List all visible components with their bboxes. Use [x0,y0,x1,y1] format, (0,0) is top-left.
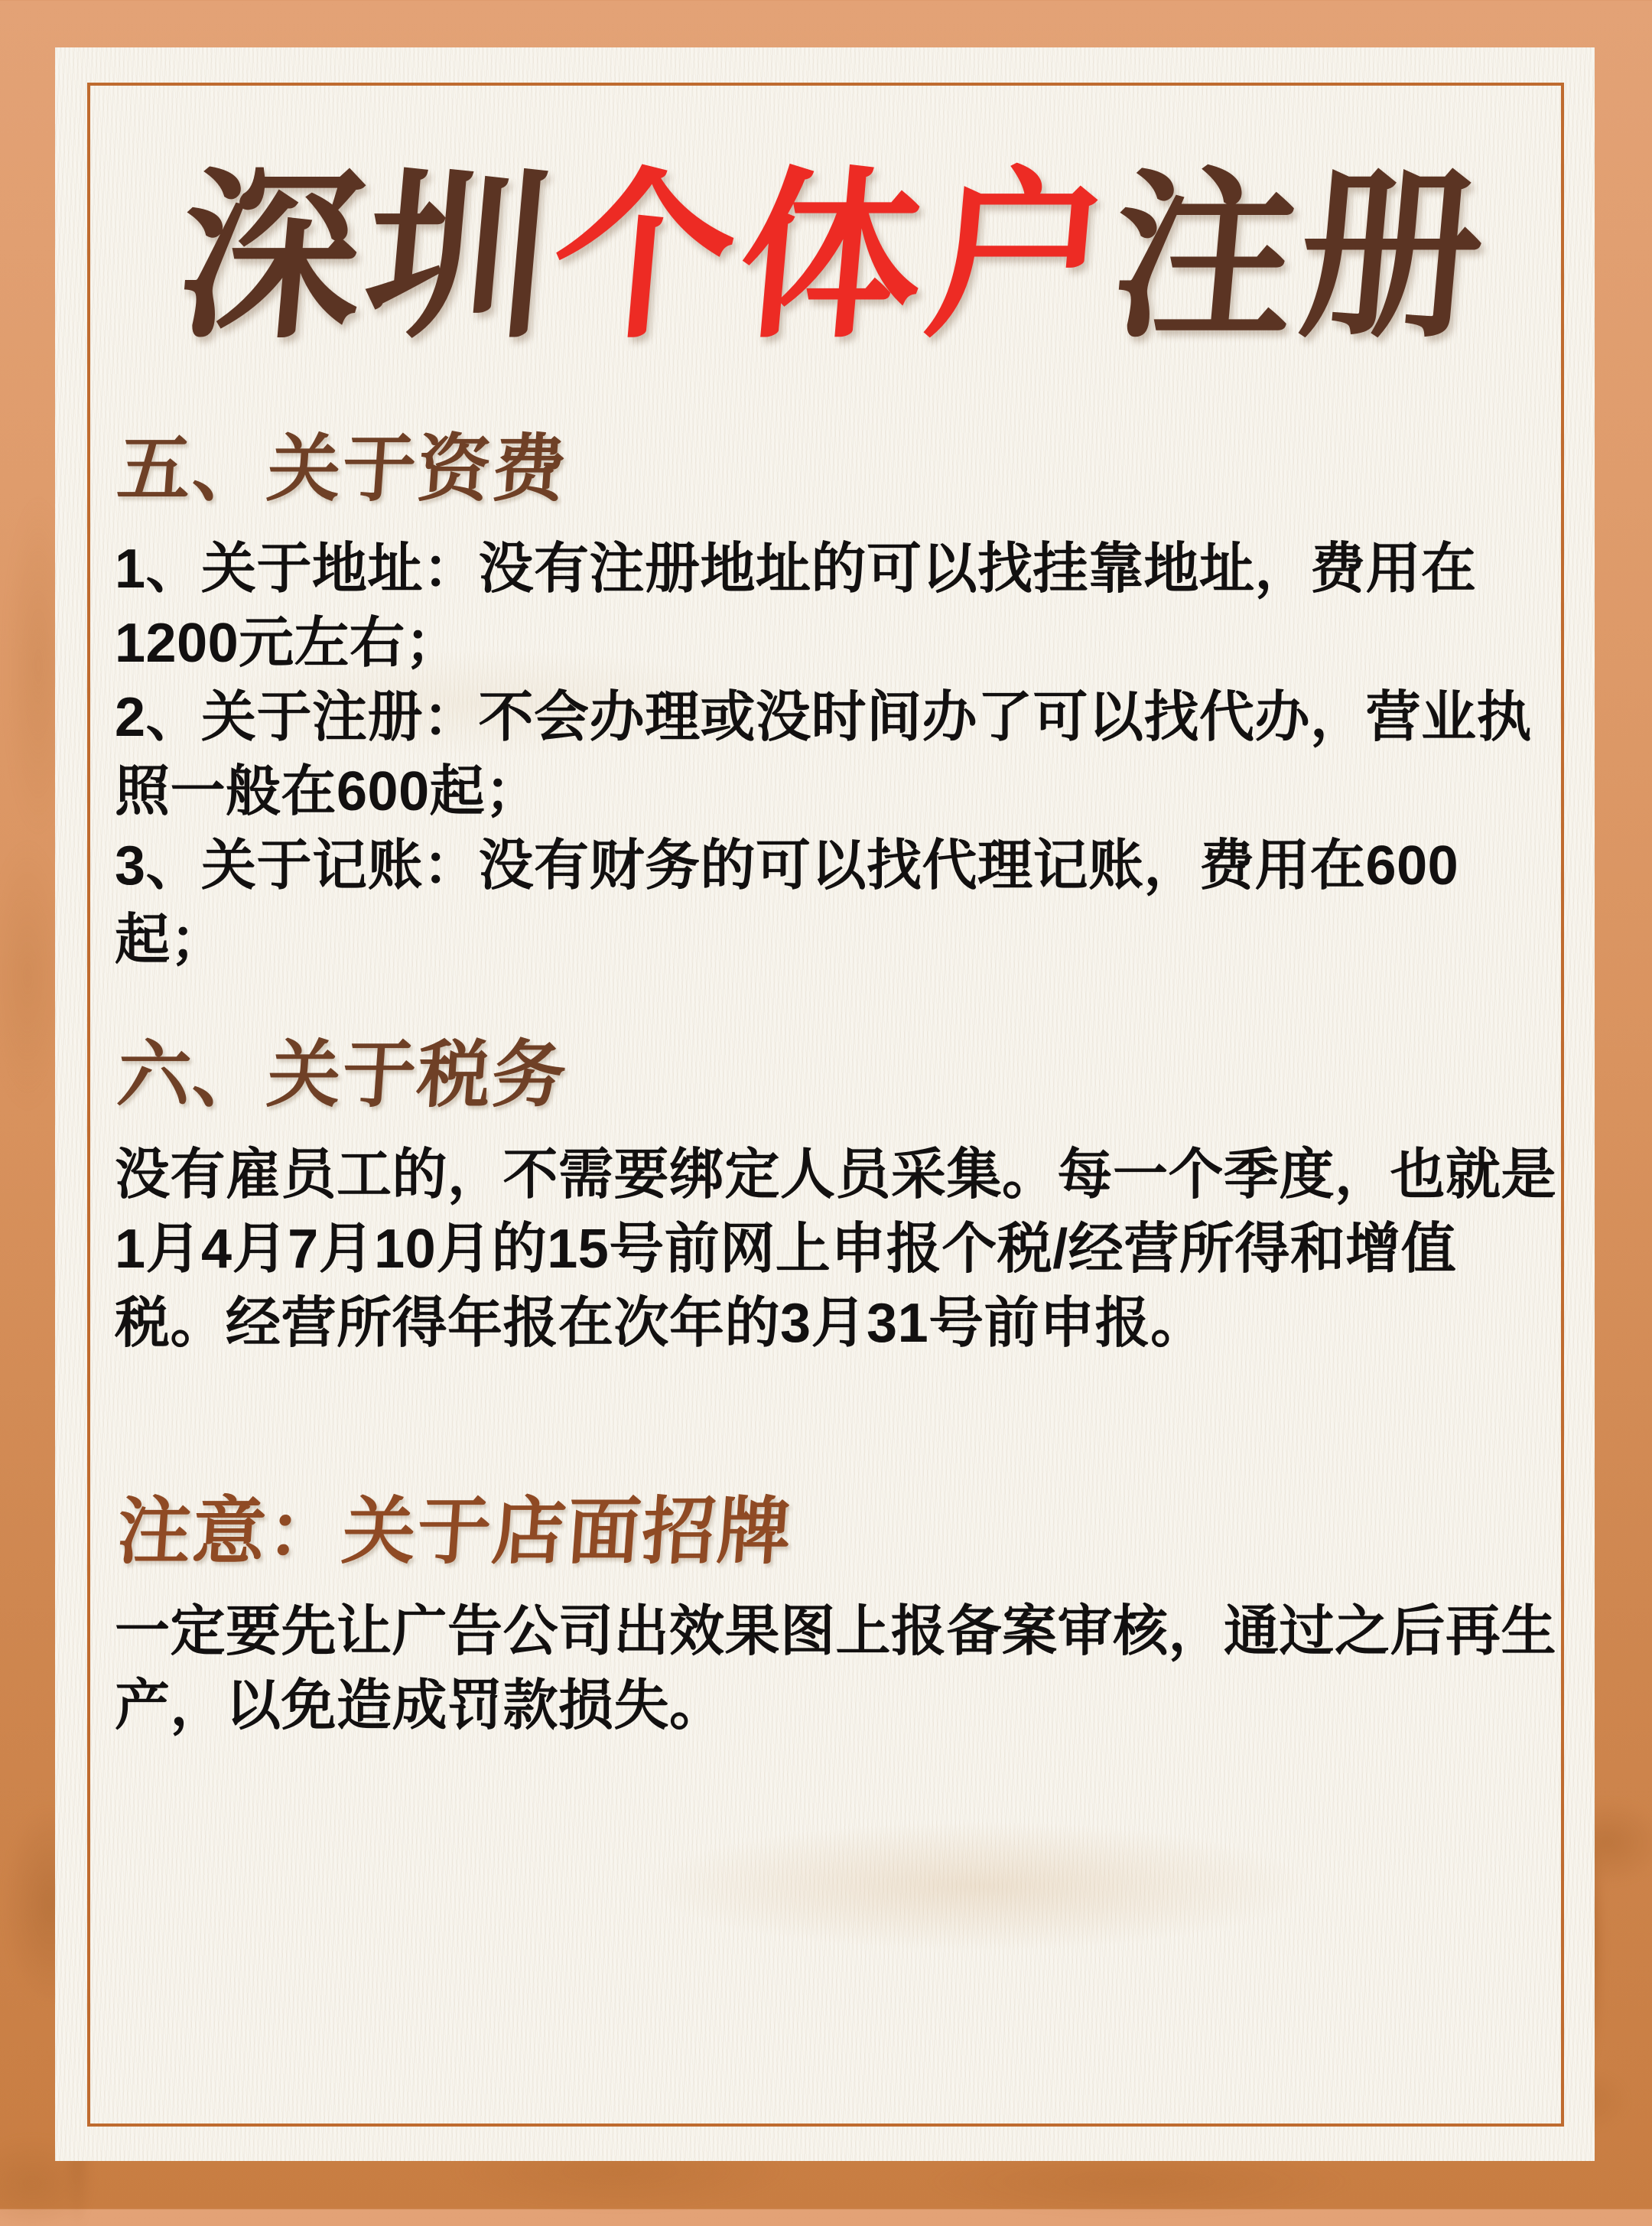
section-heading-fees: 五、关于资费 [114,428,571,510]
section-heading-tax: 六、关于税务 [114,1034,571,1116]
title-part-highlight: 个体户 [544,156,1123,359]
tax-paragraph: 没有雇员工的，不需要绑定人员采集。每一个季度，也就是1月4月7月10月的15号前网上申报个税/经营所得和增值税。经营所得年报在次年的3月31号前申报。 [115,1144,1557,1354]
fees-list [115,532,1562,978]
title-part-suffix: 注册 [1104,156,1496,359]
list-item-registration: 2、关于注册：不会办理或没时间办了可以找代办，营业执照一般在600起； [115,687,1533,822]
paper-card [55,47,1595,2161]
page-title [55,156,1611,359]
list-item-bookkeeping: 3、关于记账：没有财务的可以找代理记账，费用在600起； [115,835,1459,971]
title-part-city: 深圳 [171,156,563,359]
section-heading-signboard-notice: 注意：关于店面招牌 [114,1491,795,1573]
signboard-paragraph: 一定要先让广告公司出效果图上报备案审核，通过之后再生产，以免造成罚款损失。 [115,1601,1557,1736]
list-item-address: 1、关于地址：没有注册地址的可以找挂靠地址，费用在1200元左右； [115,539,1477,674]
